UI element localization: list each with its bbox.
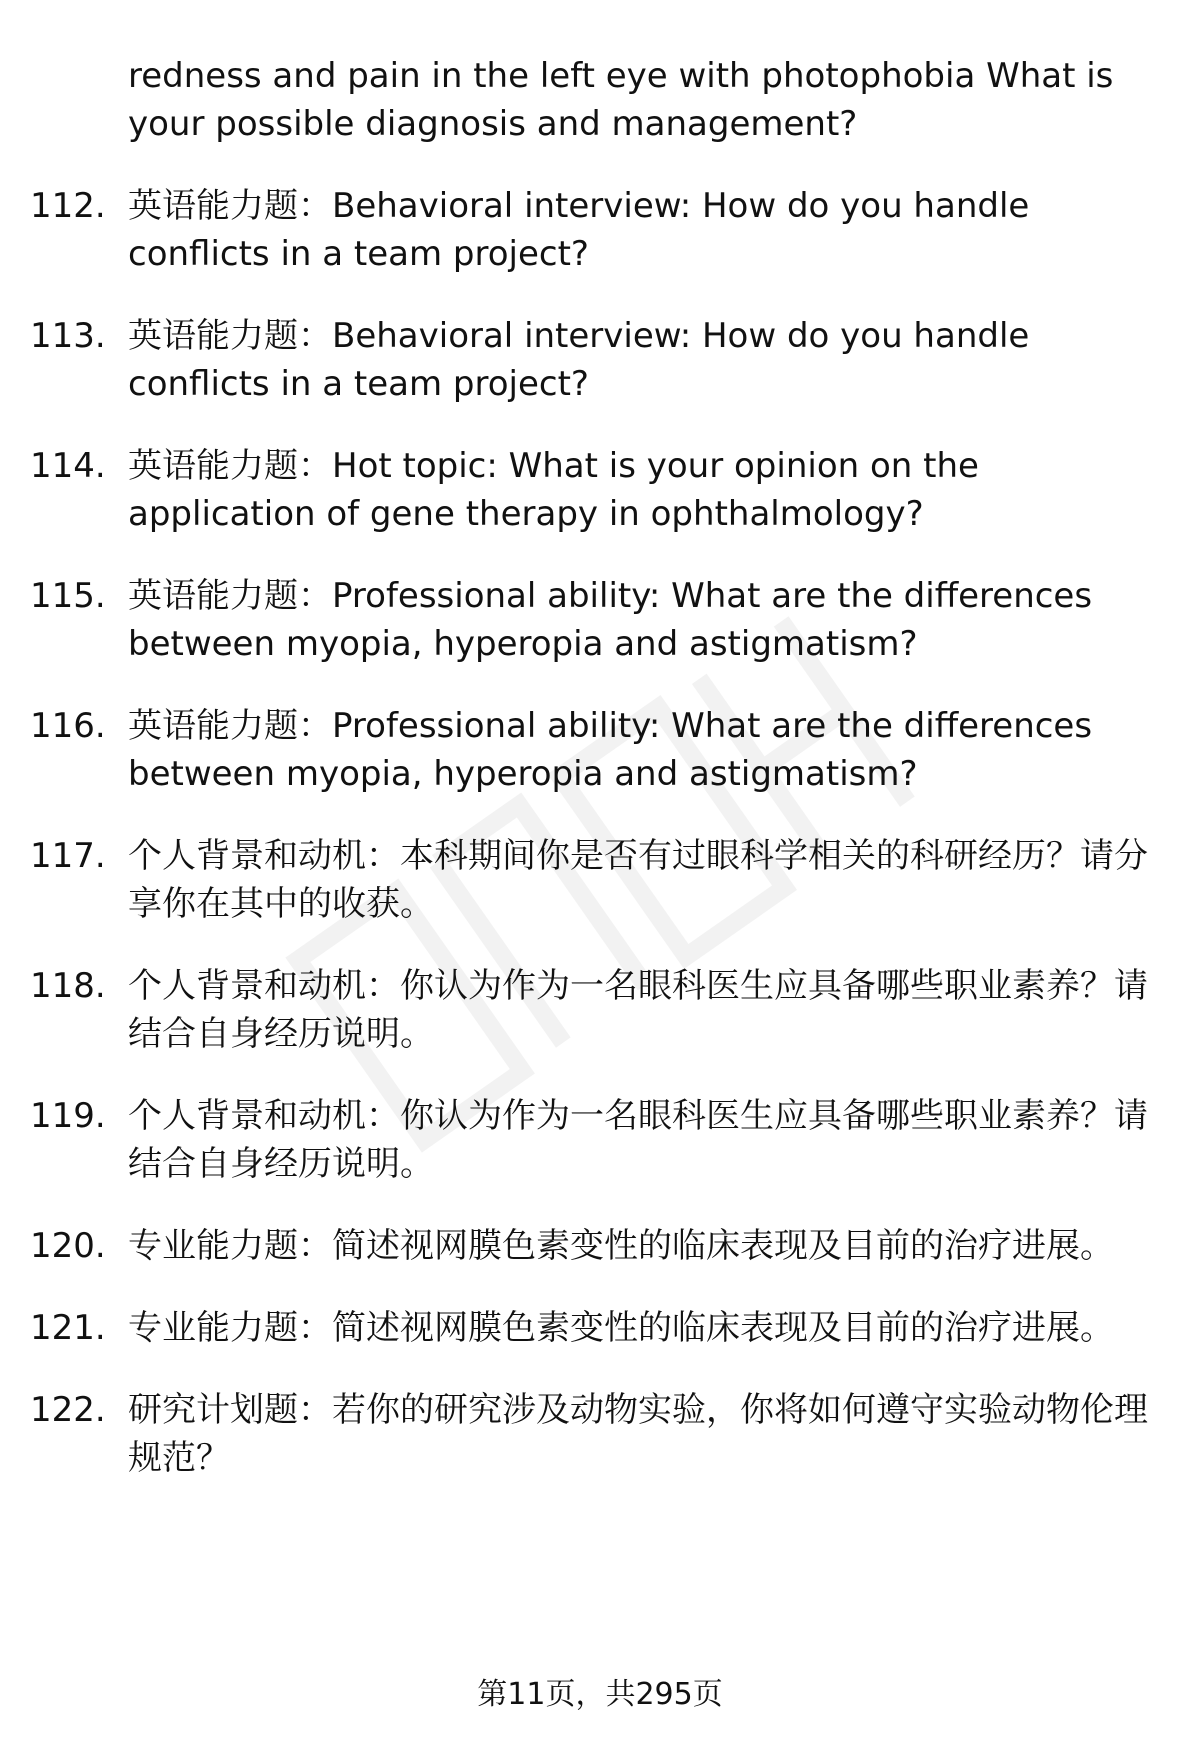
question-item-116 [30, 702, 1170, 798]
question-number: 122. [30, 1390, 106, 1430]
question-text: 英语能力题：Professional ability: What are the differences between myopia, hyperopia and astigmatism? [128, 706, 1093, 794]
question-text: 英语能力题：Behavioral interview: How do you handle conflicts in a team project? [128, 186, 1030, 274]
question-number: 118. [30, 966, 106, 1006]
question-text: 研究计划题：若你的研究涉及动物实验，你将如何遵守实验动物伦理规范？ [128, 1390, 1148, 1478]
question-text: 个人背景和动机：你认为作为一名眼科医生应具备哪些职业素养？请结合自身经历说明。 [128, 966, 1148, 1054]
question-number: 114. [30, 446, 106, 486]
question-item-114 [30, 442, 1170, 538]
question-text: 英语能力题：Behavioral interview: How do you handle conflicts in a team project? [128, 316, 1030, 404]
question-item-117 [30, 832, 1170, 928]
continued-question-text: redness and pain in the left eye with photophobia What is your possible diagnosis and management? [128, 56, 1114, 144]
question-item-122 [30, 1386, 1170, 1482]
question-item-113 [30, 312, 1170, 408]
question-text: 专业能力题：简述视网膜色素变性的临床表现及目前的治疗进展。 [128, 1308, 1114, 1348]
question-text: 个人背景和动机：本科期间你是否有过眼科学相关的科研经历？请分享你在其中的收获。 [128, 836, 1148, 924]
question-item-121 [30, 1304, 1170, 1352]
question-number: 116. [30, 706, 106, 746]
question-number: 120. [30, 1226, 106, 1266]
question-text: 英语能力题：Hot topic: What is your opinion on the application of gene therapy in ophthalmology? [128, 446, 979, 534]
question-text: 专业能力题：简述视网膜色素变性的临床表现及目前的治疗进展。 [128, 1226, 1114, 1266]
question-number: 117. [30, 836, 106, 876]
question-text: 英语能力题：Professional ability: What are the differences between myopia, hyperopia and astigmatism? [128, 576, 1093, 664]
question-list [0, 52, 1200, 1516]
question-item-112 [30, 182, 1170, 278]
page-footer: 第11页，共295页 [477, 1677, 723, 1712]
question-item-120 [30, 1222, 1170, 1270]
question-item-118 [30, 962, 1170, 1058]
question-number: 121. [30, 1308, 106, 1348]
question-item-115 [30, 572, 1170, 668]
question-text: 个人背景和动机：你认为作为一名眼科医生应具备哪些职业素养？请结合自身经历说明。 [128, 1096, 1148, 1184]
question-number: 119. [30, 1096, 106, 1136]
question-number: 113. [30, 316, 106, 356]
question-number: 115. [30, 576, 106, 616]
question-item-119 [30, 1092, 1170, 1188]
question-number: 112. [30, 186, 106, 226]
